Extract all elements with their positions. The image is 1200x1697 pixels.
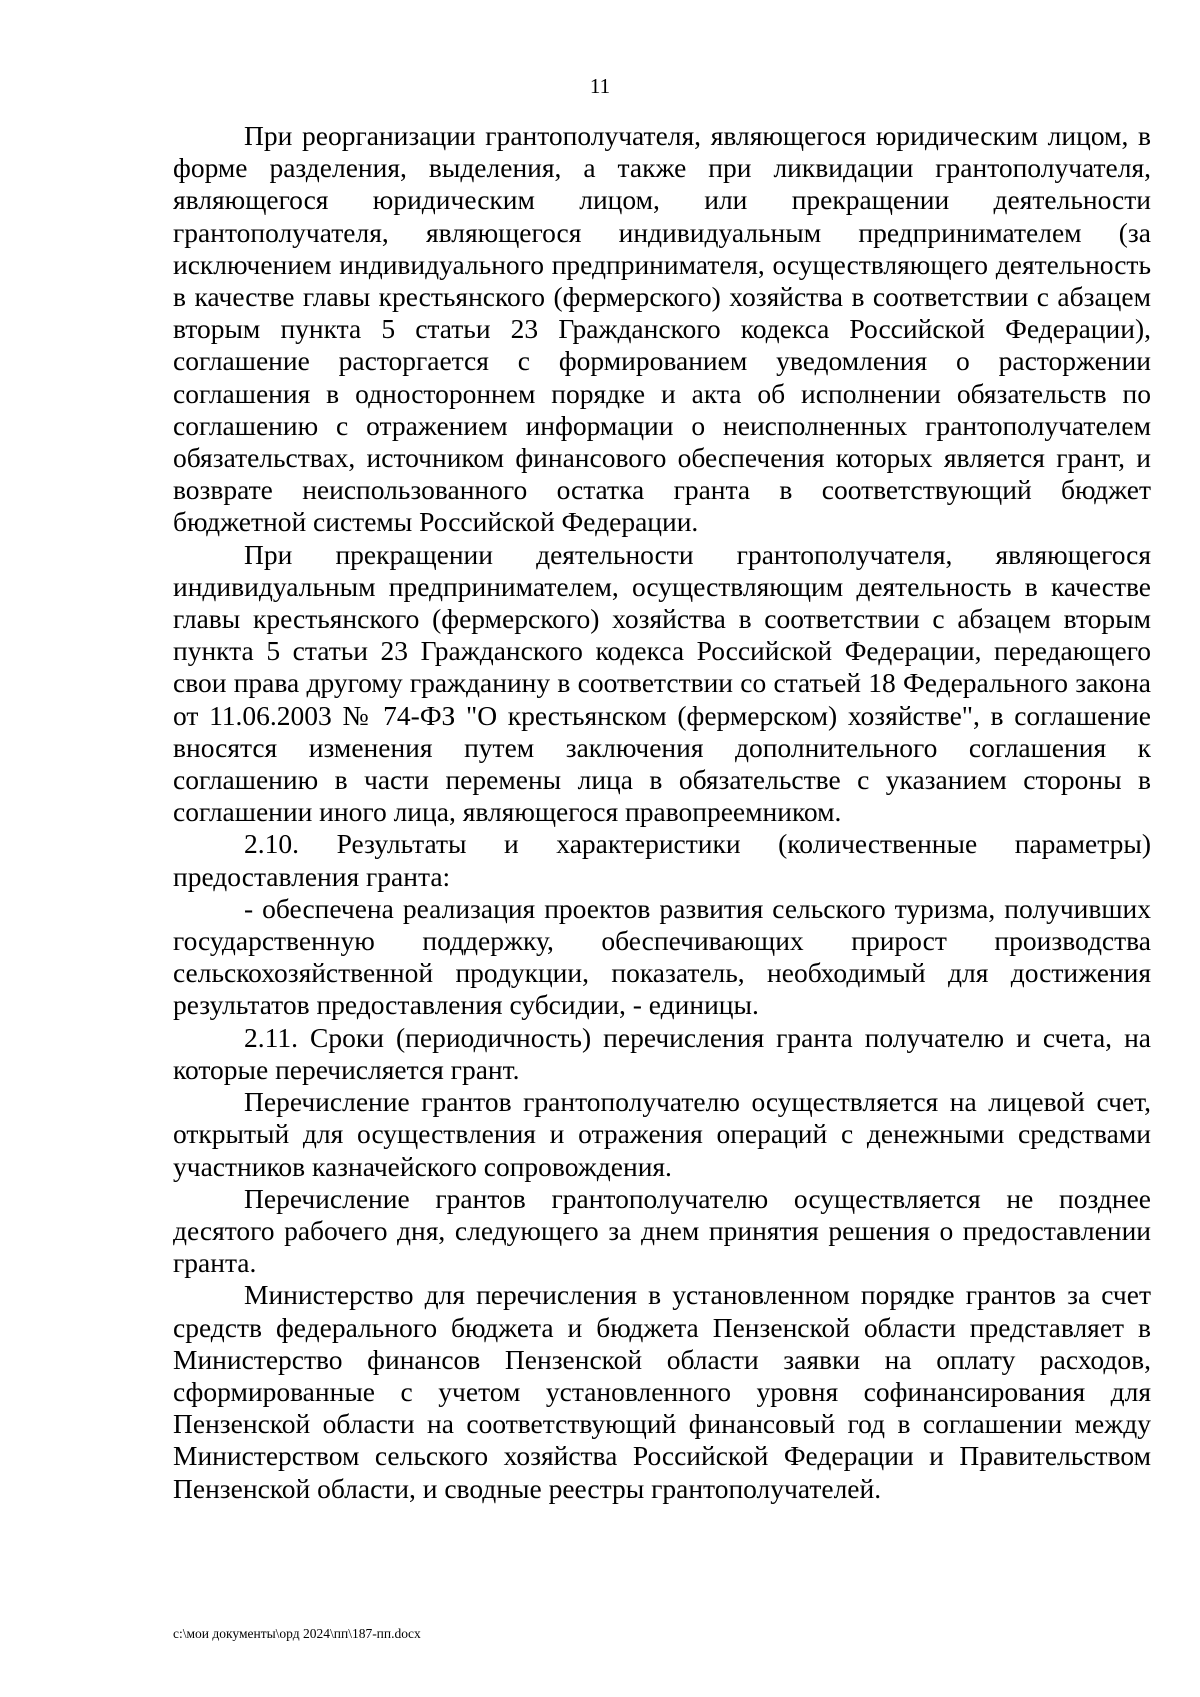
paragraph-ministry-requests: Министерство для перечисления в установленном порядке грантов за счет средств федерального бюджета и бюджета Пензенской области представляет в Министерство финансов Пензенской области заявки на оплату расходов, сформированные с учетом установленного уровня софинансирования для Пензенской области на соответствующий финансовый год в соглашении между Министерством сельского хозяйства Российской Федерации и Правительством Пензенской области, и сводные реестры грантополучателей. (173, 1279, 1151, 1504)
paragraph-transfer-deadline: Перечисление грантов грантополучателю осуществляется не позднее десятого рабочего дня, следующего за днем принятия решения о предоставлении гранта. (173, 1182, 1151, 1279)
page-number: 11 (589, 74, 611, 98)
paragraph-termination-farm: При прекращении деятельности грантополучателя, являющегося индивидуальным предпринимателем, осуществляющим деятельность в качестве главы крестьянского (фермерского) хозяйства в соответствии с абзацем вторым пункта 5 статьи 23 Гражданского кодекса Российской Федерации, передающего свои права другому гражданину в соответствии со статьей 18 Федерального закона от 11.06.2003 № 74-ФЗ "О крестьянском (фермерском) хозяйстве", в соглашение вносятся изменения путем заключения дополнительного соглашения к соглашению в части перемены лица в обязательстве с указанием стороны в соглашении иного лица, являющегося правопреемником. (173, 538, 1151, 828)
document-body (173, 120, 1151, 1505)
paragraph-section-2-11: 2.11. Сроки (периодичность) перечисления гранта получателю и счета, на которые перечисляется грант. (173, 1021, 1151, 1085)
paragraph-reorganization: При реорганизации грантополучателя, являющегося юридическим лицом, в форме разделения, выделения, а также при ликвидации грантополучателя, являющегося юридическим лицом, или прекращении деятельности грантополучателя, являющегося индивидуальным предпринимателем (за исключением индивидуального предпринимателя, осуществляющего деятельность в качестве главы крестьянского (фермерского) хозяйства в соответствии с абзацем вторым пункта 5 статьи 23 Гражданского кодекса Российской Федерации), соглашение расторгается с формированием уведомления о расторжении соглашения в одностороннем порядке и акта об исполнении обязательств по соглашению с отражением информации о неисполненных грантополучателем обязательствах, источником финансового обеспечения которых является грант, и возврате неиспользованного остатка гранта в соответствующий бюджет бюджетной системы Российской Федерации. (173, 120, 1151, 538)
footer-file-path: c:\мои документы\орд 2024\пп\187-пп.docx (173, 1626, 421, 1641)
paragraph-section-2-10: 2.10. Результаты и характеристики (количественные параметры) предоставления гранта: (173, 828, 1151, 892)
paragraph-result-item: - обеспечена реализация проектов развития сельского туризма, получивших государственную поддержку, обеспечивающих прирост производства сельскохозяйственной продукции, показатель, необходимый для достижения результатов предоставления субсидии, - единицы. (173, 892, 1151, 1021)
paragraph-transfer-account: Перечисление грантов грантополучателю осуществляется на лицевой счет, открытый для осуществления и отражения операций с денежными средствами участников казначейского сопровождения. (173, 1086, 1151, 1182)
